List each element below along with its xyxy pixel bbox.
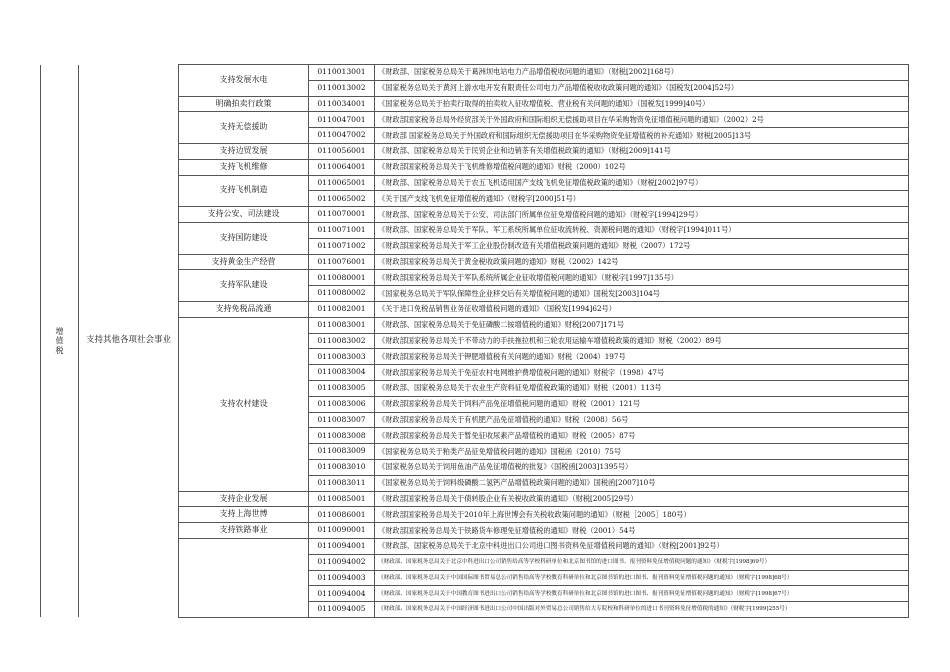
policy-document-cell: 《财政部、国家税务总局关于军队、军工系统所属单位征收流转税、资源税问题的通知》（财税字[1994]011号） bbox=[375, 222, 909, 238]
policy-code-cell: 0110094002 bbox=[309, 554, 375, 570]
policy-code-cell: 0110047001 bbox=[309, 112, 375, 128]
policy-code-cell: 0110071002 bbox=[309, 238, 375, 254]
policy-document-cell: 《国家税务总局关于粕类产品征免增值税问题的通知》国税函（2010）75号 bbox=[375, 444, 909, 460]
policy-document-cell: 《国家税务总局关于军队保障性企业移交后有关增值税问题的通知》国税发[2003]104号 bbox=[375, 286, 909, 302]
policy-code-cell: 0110083008 bbox=[309, 428, 375, 444]
policy-document-cell: 《财政部、国家税务总局关于中国国际图书贸易总公司销售给高等学校教育科研单位和北京图书馆的进口图书、报刊资料免征增值税问题的通知》（财税字[1998]68号） bbox=[375, 570, 909, 586]
subcategory-cell: 支持免税品流通 bbox=[179, 301, 309, 317]
policy-code-cell: 0110080001 bbox=[309, 270, 375, 286]
subcategory-cell: 支持公安、司法建设 bbox=[179, 207, 309, 223]
policy-code-cell: 0110083004 bbox=[309, 365, 375, 381]
policy-document-cell: 《财政部、国家税务总局关于北京中科进出口公司销售给高等学校科研单位和北京图书馆的进口图书、报刊资料免征增值税问题的通知》（财税字[1998]69号） bbox=[375, 554, 909, 570]
policy-table-sheet bbox=[40, 64, 908, 618]
tax-type-label: 增值税 bbox=[55, 326, 64, 355]
policy-code-cell: 0110065001 bbox=[309, 175, 375, 191]
policy-document-cell: 《财政部、国家税务总局关于北京中科进出口公司进口图书资料免征增值税问题的通知》（财税[2001]92号） bbox=[375, 538, 909, 554]
subcategory-cell: 支持农村建设 bbox=[179, 317, 309, 491]
policy-document-cell: 《国家税务总局关于黄河上游水电开发有限责任公司电力产品增值税收收政策问题的通知》（国税发[2004]52号） bbox=[375, 80, 909, 96]
policy-document-cell: 《财政部国家税务总局关于钾肥增值税有关问题的通知》财税（2004）197号 bbox=[375, 349, 909, 365]
policy-document-cell: 《财政部、国家税务总局关于中国经济图书进出口公司中国出版对外贸易总公司销售给大专院校和科研单位的进口书刊资料免征增值税的通知》（财税字[1999]255号） bbox=[375, 602, 909, 618]
policy-document-cell: 《财政部 国家税务总局关于外国政府和国际组织无偿援助项目在华采购物资免征增值税的补充通知》财税[2005]13号 bbox=[375, 128, 909, 144]
policy-document-cell: 《财政部国家税务总局关于黄金税收政策问题的通知》财税（2002）142号 bbox=[375, 254, 909, 270]
subcategory-cell: 明确拍卖行政策 bbox=[179, 96, 309, 112]
policy-document-cell: 《财政部国家税务总局关于铁路货车修理免征增值税的通知》财税（2001）54号 bbox=[375, 523, 909, 539]
policy-document-cell: 《财政部国家税务总局关于军工企业股份制改造有关增值税政策问题的通知》财税（2007）172号 bbox=[375, 238, 909, 254]
policy-code-cell: 0110082001 bbox=[309, 301, 375, 317]
subcategory-cell: 支持铁路事业 bbox=[179, 523, 309, 539]
policy-document-cell: 《财政部国家税务总局关于2010年上海世博会有关税收政策问题的通知》（财税［2005］180号） bbox=[375, 507, 909, 523]
policy-code-cell: 0110094001 bbox=[309, 538, 375, 554]
subcategory-cell: 支持发展水电 bbox=[179, 65, 309, 97]
policy-code-cell: 0110076001 bbox=[309, 254, 375, 270]
subcategory-cell: 支持边贸发展 bbox=[179, 143, 309, 159]
policy-document-cell: 《财政部、国家税务总局关于农业生产资料征免增值税政策的通知》财税（2001）113号 bbox=[375, 380, 909, 396]
policy-document-cell: 《财政部国家税务总局关于军队系统所属企业征收增值税问题的通知》（财税字[1997]135号） bbox=[375, 270, 909, 286]
policy-document-cell: 《财政部国家税务总局关于暂免征收尿素产品增值税的通知》财税（2005）87号 bbox=[375, 428, 909, 444]
subcategory-cell: 支持飞机维修 bbox=[179, 159, 309, 175]
policy-code-cell: 0110013001 bbox=[309, 65, 375, 81]
policy-document-cell: 《财政部国家税务总局外经贸部关于外国政府和国际组织无偿援助项目在华采购物资免征增值税问题的通知》（2002）2号 bbox=[375, 112, 909, 128]
policy-code-cell: 0110080002 bbox=[309, 286, 375, 302]
policy-document-cell: 《财政部、国家税务总局关于公安、司法部门所属单位征免增值税问题的通知》（财税字[1994]29号） bbox=[375, 207, 909, 223]
policy-document-cell: 《关于进口免税品销售业务征收增值税问题的通知》（国税发[1994]62号） bbox=[375, 301, 909, 317]
subcategory-cell: 支持企业发展 bbox=[179, 491, 309, 507]
policy-document-cell: 《财政部、国家税务总局关于民贸企业和边销茶有关增值税政策的通知》（财税[2009]141号 bbox=[375, 143, 909, 159]
category-cell: 支持其他各项社会事业 bbox=[79, 65, 179, 618]
subcategory-cell: 支持军队建设 bbox=[179, 270, 309, 302]
table-row bbox=[41, 65, 909, 81]
policy-code-cell: 0110070001 bbox=[309, 207, 375, 223]
subcategory-cell: 支持国防建设 bbox=[179, 222, 309, 254]
policy-code-cell: 0110083011 bbox=[309, 475, 375, 491]
policy-code-cell: 0110083005 bbox=[309, 380, 375, 396]
policy-document-cell: 《国家税务总局关于饲用鱼油产品免征增值税的批复》（国税函[2003]1395号） bbox=[375, 459, 909, 475]
policy-document-cell: 《财政部国家税务总局关于免征农村电网维护费增值税问题的通知》财税字（1998）47号 bbox=[375, 365, 909, 381]
policy-code-cell: 0110094004 bbox=[309, 586, 375, 602]
subcategory-cell bbox=[179, 538, 309, 617]
policy-document-cell: 《财政部国家税务总局关于饲料产品免征增值税问题的通知》财税（2001）121号 bbox=[375, 396, 909, 412]
policy-code-cell: 0110064001 bbox=[309, 159, 375, 175]
policy-document-cell: 《财政部国家税务总局关于有机肥产品免征增值税的通知》财税（2008）56号 bbox=[375, 412, 909, 428]
policy-code-cell: 0110056001 bbox=[309, 143, 375, 159]
policy-code-cell: 0110086001 bbox=[309, 507, 375, 523]
subcategory-cell: 支持黄金生产经营 bbox=[179, 254, 309, 270]
policy-code-cell: 0110083006 bbox=[309, 396, 375, 412]
subcategory-cell: 支持飞机制造 bbox=[179, 175, 309, 207]
policy-code-cell: 0110090001 bbox=[309, 523, 375, 539]
policy-code-cell: 0110013002 bbox=[309, 80, 375, 96]
tax-type-cell bbox=[41, 65, 79, 618]
policy-code-cell: 0110083001 bbox=[309, 317, 375, 333]
policy-code-cell: 0110034001 bbox=[309, 96, 375, 112]
policy-table bbox=[40, 64, 909, 618]
subcategory-cell: 支持无偿援助 bbox=[179, 112, 309, 144]
policy-code-cell: 0110083007 bbox=[309, 412, 375, 428]
policy-document-cell: 《财政部国家税务总局关于飞机维修增值税问题的通知》财税（2000）102号 bbox=[375, 159, 909, 175]
policy-code-cell: 0110085001 bbox=[309, 491, 375, 507]
policy-code-cell: 0110094005 bbox=[309, 602, 375, 618]
policy-code-cell: 0110071001 bbox=[309, 222, 375, 238]
policy-code-cell: 0110083009 bbox=[309, 444, 375, 460]
policy-document-cell: 《财政部、国家税务总局关于免征磷酸二铵增值税的通知》财税[2007]171号 bbox=[375, 317, 909, 333]
policy-document-cell: 《国家税务总局关于饲料级磷酸二氢钙产品增值税政策问题的通知》国税函[2007]10号 bbox=[375, 475, 909, 491]
policy-document-cell: 《财政部国家税务总局关于债转股企业有关税收政策的通知》（财税[2005]29号） bbox=[375, 491, 909, 507]
policy-code-cell: 0110083003 bbox=[309, 349, 375, 365]
policy-table-body bbox=[41, 65, 909, 618]
subcategory-cell: 支持上海世博 bbox=[179, 507, 309, 523]
policy-code-cell: 0110065002 bbox=[309, 191, 375, 207]
policy-code-cell: 0110047002 bbox=[309, 128, 375, 144]
policy-document-cell: 《财政部、国家税务总局关于中国教育图书进出口公司销售给高等学校教育科研单位和北京图书馆的进口图书、报刊资料免征增值税问题的通知》（财税字[1998]67号） bbox=[375, 586, 909, 602]
policy-document-cell: 《财政部、国家税务总局关于农五飞机适用国产支线飞机免征增值税政策的通知》（财税[2002]97号） bbox=[375, 175, 909, 191]
policy-code-cell: 0110083010 bbox=[309, 459, 375, 475]
policy-code-cell: 0110083002 bbox=[309, 333, 375, 349]
policy-document-cell: 《财政部国家税务总局关于不带动力的手扶拖拉机和三轮农用运输车增值税政策的通知》财税（2002）89号 bbox=[375, 333, 909, 349]
policy-document-cell: 《财政部、国家税务总局关于葛洲坝电站电力产品增值税收问题的通知》（财税[2002]168号） bbox=[375, 65, 909, 81]
policy-document-cell: 《国家税务总局关于拍卖行取得的拍卖收入征收增值税、营业税有关问题的通知》（国税发[1999]40号） bbox=[375, 96, 909, 112]
policy-code-cell: 0110094003 bbox=[309, 570, 375, 586]
policy-document-cell: 《关于国产支线飞机免征增值税的通知》（财税字[2000]51号） bbox=[375, 191, 909, 207]
